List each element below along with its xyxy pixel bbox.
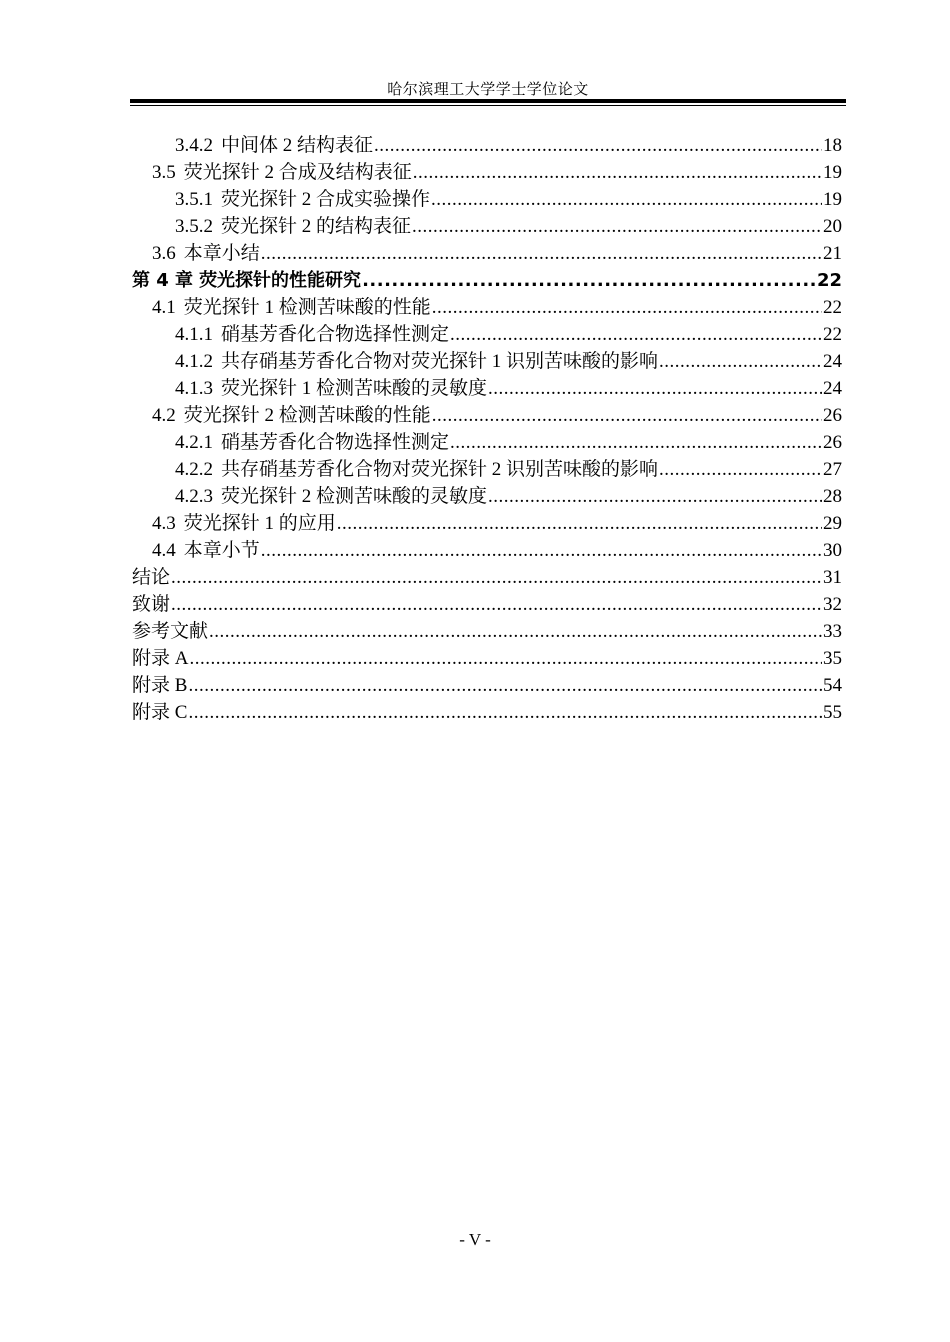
toc-entry-number: 4.1 bbox=[152, 297, 176, 318]
toc-entry[interactable] bbox=[130, 240, 842, 267]
toc-entry[interactable] bbox=[130, 132, 842, 159]
toc-leader-dots bbox=[261, 240, 822, 267]
toc-entry[interactable] bbox=[130, 375, 842, 402]
toc-entry-title: 附录 A bbox=[132, 648, 189, 669]
toc-entry[interactable] bbox=[130, 618, 842, 645]
toc-leader-dots bbox=[374, 132, 822, 159]
toc-entry-page: 32 bbox=[823, 594, 842, 615]
toc-leader-dots bbox=[450, 429, 822, 456]
toc-leader-dots bbox=[209, 618, 822, 645]
toc-leader-dots bbox=[432, 402, 822, 429]
toc-entry-number: 4.4 bbox=[152, 540, 176, 561]
toc-entry-title: 硝基芳香化合物选择性测定 bbox=[221, 432, 450, 453]
toc-entry-title: 荧光探针 2 合成及结构表征 bbox=[183, 162, 412, 183]
toc-entry-page: 55 bbox=[823, 702, 842, 723]
toc-entry-title: 本章小节 bbox=[183, 540, 260, 561]
toc-entry-title: 荧光探针 1 的应用 bbox=[183, 513, 336, 534]
toc-entry-title: 荧光探针 1 检测苦味酸的灵敏度 bbox=[221, 378, 488, 399]
toc-entry-page: 22 bbox=[823, 324, 842, 345]
toc-entry[interactable] bbox=[130, 321, 842, 348]
toc-entry-page: 22 bbox=[823, 297, 842, 318]
toc-entry-page: 28 bbox=[823, 486, 842, 507]
toc-leader-dots bbox=[488, 483, 822, 510]
toc-entry-number: 第 4 章 bbox=[132, 270, 194, 291]
toc-entry-title: 荧光探针 2 合成实验操作 bbox=[221, 189, 431, 210]
toc-leader-dots bbox=[432, 294, 822, 321]
toc-entry-number: 3.4.2 bbox=[175, 135, 213, 156]
toc-entry-title: 荧光探针 2 检测苦味酸的灵敏度 bbox=[221, 486, 488, 507]
toc-entry-title: 荧光探针 1 检测苦味酸的性能 bbox=[183, 297, 431, 318]
toc-entry[interactable] bbox=[130, 348, 842, 375]
toc-entry-title: 共存硝基芳香化合物对荧光探针 2 识别苦味酸的影响 bbox=[221, 459, 659, 480]
toc-entry-number: 3.5.1 bbox=[175, 189, 213, 210]
toc-entry-page: 20 bbox=[823, 216, 842, 237]
toc-entry-title: 附录 C bbox=[132, 702, 188, 723]
toc-leader-dots bbox=[188, 672, 822, 699]
page-number: - V - bbox=[459, 1230, 491, 1249]
toc-entry[interactable] bbox=[130, 510, 842, 537]
toc-entry-number: 4.3 bbox=[152, 513, 176, 534]
toc-entry[interactable] bbox=[130, 483, 842, 510]
toc-entry[interactable] bbox=[130, 213, 842, 240]
toc-entry-title: 附录 B bbox=[132, 675, 188, 696]
toc-leader-dots bbox=[431, 186, 822, 213]
toc-leader-dots bbox=[659, 456, 822, 483]
toc-entry-page: 19 bbox=[823, 162, 842, 183]
toc-entry-page: 26 bbox=[823, 432, 842, 453]
toc-entry-number: 4.1.3 bbox=[175, 378, 213, 399]
toc-leader-dots bbox=[362, 267, 816, 294]
toc-entry-number: 3.5.2 bbox=[175, 216, 213, 237]
toc-entry-title: 共存硝基芳香化合物对荧光探针 1 识别苦味酸的影响 bbox=[221, 351, 659, 372]
toc-entry-number: 3.6 bbox=[152, 243, 176, 264]
toc-entry[interactable] bbox=[130, 672, 842, 699]
toc-leader-dots bbox=[450, 321, 822, 348]
toc-entry-page: 24 bbox=[823, 378, 842, 399]
toc-entry-number: 4.2 bbox=[152, 405, 176, 426]
toc-entry[interactable] bbox=[130, 294, 842, 321]
toc-entry-title: 结论 bbox=[132, 567, 171, 588]
toc-leader-dots bbox=[659, 348, 822, 375]
toc-entry-page: 19 bbox=[823, 189, 842, 210]
toc-entry-number: 4.1.1 bbox=[175, 324, 213, 345]
toc-entry[interactable] bbox=[130, 591, 842, 618]
header-rule-thick bbox=[130, 99, 846, 103]
toc-entry[interactable] bbox=[130, 267, 842, 294]
toc-leader-dots bbox=[188, 699, 822, 726]
toc-entry-title: 硝基芳香化合物选择性测定 bbox=[221, 324, 450, 345]
toc-leader-dots bbox=[413, 159, 822, 186]
toc-leader-dots bbox=[261, 537, 822, 564]
toc-leader-dots bbox=[171, 591, 822, 618]
toc-entry-number: 4.2.1 bbox=[175, 432, 213, 453]
table-of-contents bbox=[130, 132, 842, 726]
toc-entry-number: 4.2.2 bbox=[175, 459, 213, 480]
toc-entry-title: 荧光探针 2 检测苦味酸的性能 bbox=[183, 405, 431, 426]
toc-entry-page: 29 bbox=[823, 513, 842, 534]
toc-entry-page: 30 bbox=[823, 540, 842, 561]
toc-entry-title: 荧光探针的性能研究 bbox=[199, 270, 362, 291]
toc-entry[interactable] bbox=[130, 402, 842, 429]
toc-leader-dots bbox=[337, 510, 822, 537]
toc-entry[interactable] bbox=[130, 429, 842, 456]
header-rule-thin bbox=[130, 105, 846, 106]
toc-leader-dots bbox=[189, 645, 822, 672]
toc-entry-page: 35 bbox=[823, 648, 842, 669]
toc-entry-title: 中间体 2 结构表征 bbox=[221, 135, 374, 156]
toc-entry-number: 4.1.2 bbox=[175, 351, 213, 372]
toc-entry[interactable] bbox=[130, 537, 842, 564]
toc-entry-title: 参考文献 bbox=[132, 621, 209, 642]
toc-entry-page: 27 bbox=[823, 459, 842, 480]
toc-entry-title: 致谢 bbox=[132, 594, 171, 615]
toc-leader-dots bbox=[412, 213, 822, 240]
toc-entry-page: 21 bbox=[823, 243, 842, 264]
toc-entry[interactable] bbox=[130, 564, 842, 591]
toc-entry-page: 33 bbox=[823, 621, 842, 642]
toc-entry-page: 31 bbox=[823, 567, 842, 588]
toc-entry[interactable] bbox=[130, 645, 842, 672]
toc-entry-page: 26 bbox=[823, 405, 842, 426]
toc-entry-number: 3.5 bbox=[152, 162, 176, 183]
toc-entry[interactable] bbox=[130, 186, 842, 213]
toc-entry[interactable] bbox=[130, 456, 842, 483]
toc-entry-title: 荧光探针 2 的结构表征 bbox=[221, 216, 412, 237]
toc-leader-dots bbox=[171, 564, 822, 591]
toc-entry[interactable] bbox=[130, 159, 842, 186]
toc-leader-dots bbox=[488, 375, 822, 402]
toc-entry-title: 本章小结 bbox=[183, 243, 260, 264]
toc-entry-page: 18 bbox=[823, 135, 842, 156]
toc-entry-page: 54 bbox=[823, 675, 842, 696]
page-header-title: 哈尔滨理工大学学士学位论文 bbox=[387, 82, 589, 98]
toc-entry-page: 22 bbox=[816, 270, 842, 291]
toc-entry-number: 4.2.3 bbox=[175, 486, 213, 507]
toc-entry-page: 24 bbox=[823, 351, 842, 372]
toc-entry[interactable] bbox=[130, 699, 842, 726]
